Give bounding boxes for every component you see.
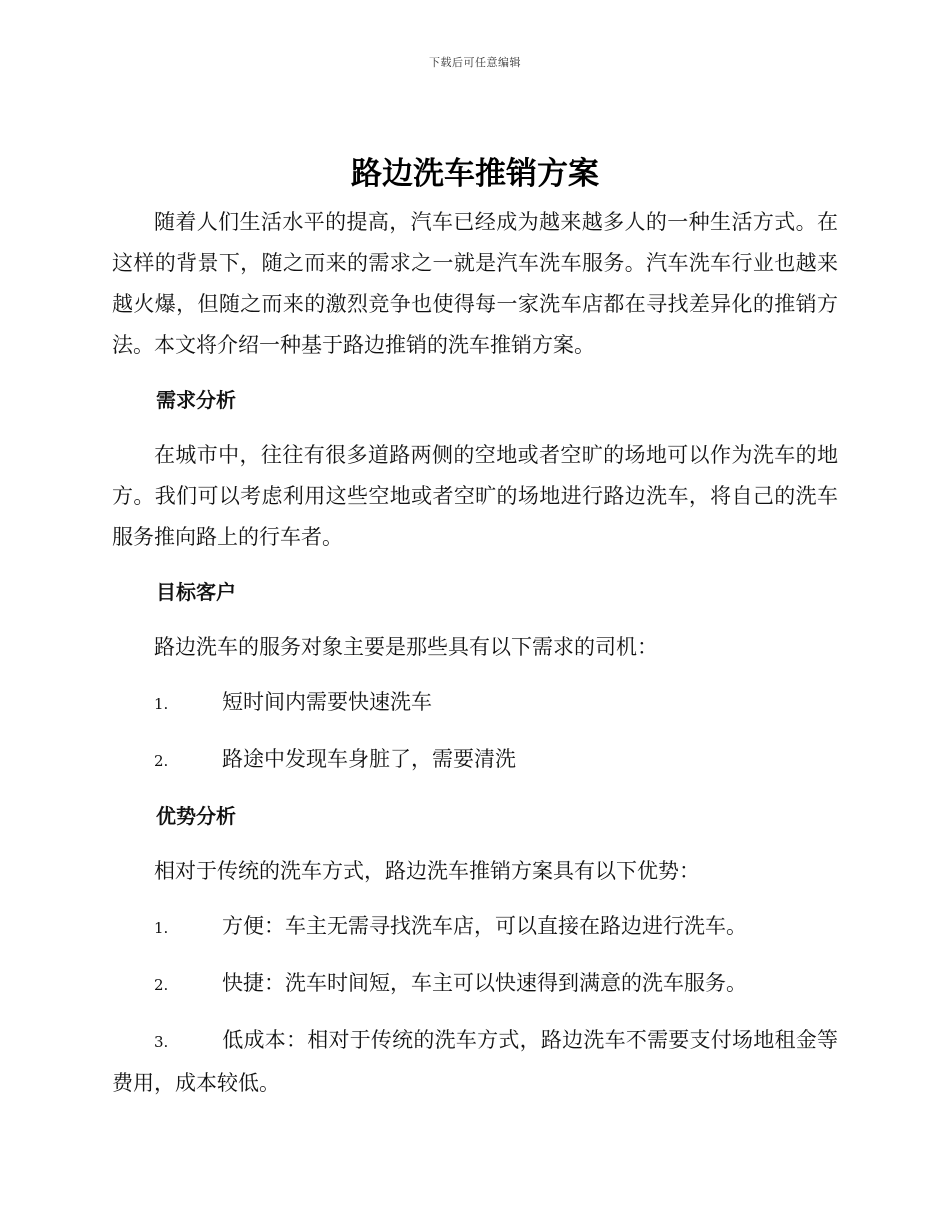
document-body: [112, 202, 838, 1104]
list-item: [112, 682, 838, 725]
list-item-text: 方便：车主无需寻找洗车店，可以直接在路边进行洗车。: [222, 914, 747, 938]
list-item: [112, 963, 838, 1006]
list-item: [112, 906, 838, 949]
section-heading-target: 目标客户: [156, 580, 236, 604]
list-item: [112, 1020, 838, 1104]
list-item: [112, 739, 838, 782]
list-number: 1.: [154, 919, 169, 937]
list-number: 2.: [154, 976, 169, 994]
list-item-text: 短时间内需要快速洗车: [222, 690, 432, 714]
section-heading-advantage: 优势分析: [156, 804, 236, 828]
list-number: 1.: [154, 695, 169, 713]
list-number: 2.: [154, 752, 169, 770]
list-number: 3.: [154, 1033, 169, 1051]
intro-paragraph: 随着人们生活水平的提高，汽车已经成为越来越多人的一种生活方式。在这样的背景下，随之而来的需求之一就是汽车洗车服务。汽车洗车行业也越来越火爆，但随之而来的激烈竞争也使得每一家洗车店都在寻找差异化的推销方法。本文将介绍一种基于路边推销的洗车推销方案。: [112, 210, 838, 357]
document-title: 路边洗车推销方案: [351, 156, 599, 192]
list-item-text: 低成本：相对于传统的洗车方式，路边洗车不需要支付场地租金等费用，成本较低。: [112, 1028, 838, 1095]
page-header: 下载后可任意编辑: [429, 56, 521, 69]
demand-paragraph: 在城市中，往往有很多道路两侧的空地或者空旷的场地可以作为洗车的地方。我们可以考虑利用这些空地或者空旷的场地进行路边洗车，将自己的洗车服务推向路上的行车者。: [112, 443, 838, 549]
list-item-text: 路途中发现车身脏了，需要清洗: [222, 747, 516, 771]
list-item-text: 快捷：洗车时间短，车主可以快速得到满意的洗车服务。: [222, 971, 747, 995]
target-paragraph: 路边洗车的服务对象主要是那些具有以下需求的司机：: [154, 635, 658, 659]
section-heading-demand: 需求分析: [156, 388, 236, 412]
advantage-paragraph: 相对于传统的洗车方式，路边洗车推销方案具有以下优势：: [154, 859, 700, 883]
